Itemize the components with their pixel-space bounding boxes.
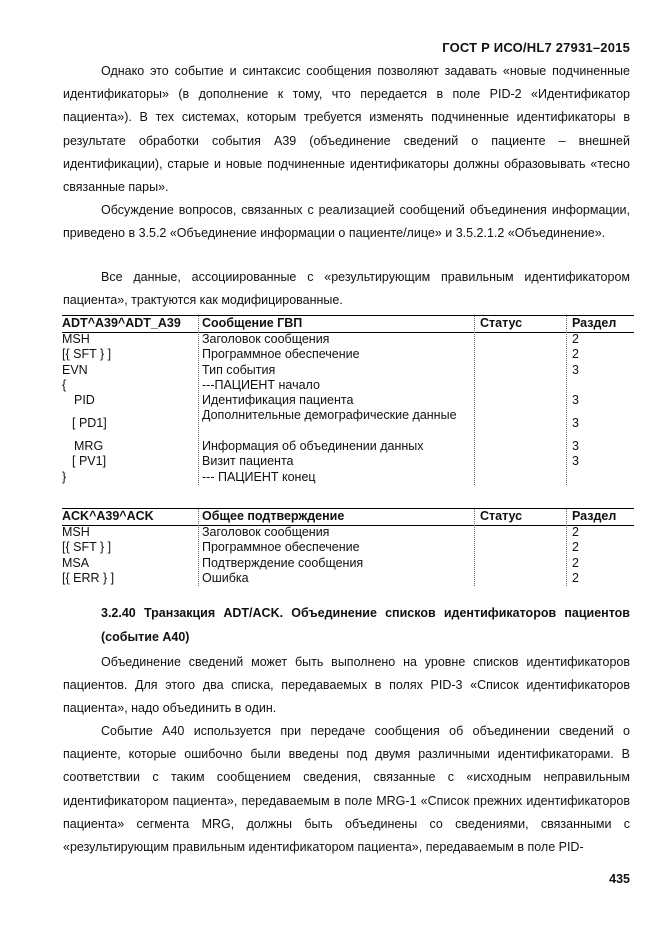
segment-code: [{ ERR } ] — [62, 570, 115, 585]
segment-code: [{ SFT } ] — [62, 347, 112, 362]
table-2-column-divider — [474, 509, 475, 586]
table-header-row — [62, 509, 634, 525]
table-row — [62, 393, 634, 408]
segment-description: Информация об объединении данных — [202, 439, 424, 454]
segment-code: MSH — [62, 332, 90, 346]
header-message-name: Сообщение ГВП — [202, 316, 303, 330]
paragraph-5-text: Событие A40 используется при передаче сообщения об объединении сведений о пациенте, которые ошибочно были введены под двумя различными идентификаторами. В соответствии с таким сообщением сведения, связанные с «исходным неправильным идентификатором пациента», передаваемым в поле MRG-1 «Список прежних идентификаторов пациента» сегмента MRG, должны быть объединены со сведениями, связанными с «результирующим правильным идентификатором пациента», передаваемым в поле PID- — [63, 724, 630, 855]
segment-code: } — [62, 469, 67, 484]
segment-code: { — [62, 377, 67, 392]
table-row — [62, 363, 634, 378]
table-2-header-rule — [62, 525, 634, 526]
header-message-name: Общее подтверждение — [202, 509, 345, 523]
header-status: Статус — [480, 316, 523, 330]
paragraph-4-text: Объединение сведений может быть выполнено на уровне списков идентификаторов пациентов. Для этого два списка, передаваемых в полях PID-3 «Список идентификаторов пациента», надо объединить в один. — [63, 655, 630, 716]
segment-section: 2 — [572, 540, 579, 555]
segment-code: PID — [74, 393, 95, 408]
table-1-header-rule — [62, 332, 634, 333]
segment-section: 2 — [572, 570, 579, 585]
header-status: Статус — [480, 509, 523, 523]
table-row — [62, 332, 634, 347]
segment-code: MSA — [62, 555, 90, 570]
table-row — [62, 540, 634, 555]
segment-table-ack-a39 — [62, 509, 634, 586]
table-row — [62, 470, 634, 485]
segment-code: [{ SFT } ] — [62, 540, 112, 555]
segment-description: Ошибка — [202, 570, 249, 585]
segment-section: 3 — [572, 439, 579, 454]
table-row — [62, 408, 634, 439]
table-row — [62, 454, 634, 469]
paragraph-2 — [63, 199, 630, 245]
header-message-structure: ACK^A39^ACK — [62, 509, 154, 523]
segment-description: Визит пациента — [202, 454, 294, 469]
table-1-column-divider — [198, 316, 199, 485]
paragraph-1 — [63, 60, 630, 199]
segment-code: MSH — [62, 525, 90, 539]
segment-description: Дополнительные демографические данные — [202, 408, 457, 423]
segment-code: EVN — [62, 362, 88, 377]
segment-description: Программное обеспечение — [202, 540, 360, 555]
segment-table-adt-a39 — [62, 316, 634, 485]
segment-description: ---ПАЦИЕНТ начало — [202, 377, 320, 392]
segment-description: Идентификация пациента — [202, 393, 354, 408]
segment-description: Подтверждение сообщения — [202, 555, 364, 570]
segment-description: Программное обеспечение — [202, 347, 360, 362]
paragraph-2-text: Обсуждение вопросов, связанных с реализацией сообщений объединения информации, приведено в 3.5.2 «Объединение информации о пациенте/лице» и 3.5.2.1.2 «Объединение». — [63, 203, 630, 241]
segment-section: 3 — [572, 362, 579, 377]
table-row — [62, 571, 634, 586]
table-1-column-divider — [474, 316, 475, 485]
paragraph-4 — [63, 651, 630, 721]
paragraph-3-text: Все данные, ассоциированные с «результирующим правильным идентификатором пациента», трактуются как модифицированные. — [63, 270, 630, 308]
header-section: Раздел — [572, 316, 617, 330]
segment-section: 2 — [572, 525, 579, 539]
paragraph-3 — [63, 266, 630, 312]
header-section: Раздел — [572, 509, 617, 523]
table-2-column-divider — [198, 509, 199, 586]
table-row — [62, 525, 634, 540]
segment-section: 3 — [572, 393, 579, 408]
segment-section: 3 — [572, 415, 579, 430]
document-code-header: ГОСТ Р ИСО/HL7 27931–2015 — [442, 40, 630, 55]
segment-description: --- ПАЦИЕНТ конец — [202, 469, 316, 484]
page-number: 435 — [609, 872, 630, 886]
table-row — [62, 439, 634, 454]
table-row — [62, 347, 634, 362]
segment-section: 3 — [572, 454, 579, 469]
table-1-column-divider — [566, 316, 567, 485]
section-heading-3-2-40: 3.2.40 Транзакция ADT/ACK. Объединение списков идентификаторов пациентов (событие A40) — [101, 606, 630, 644]
paragraph-5 — [63, 720, 630, 859]
segment-description: Заголовок сообщения — [202, 332, 330, 346]
segment-section: 2 — [572, 347, 579, 362]
segment-description: Заголовок сообщения — [202, 525, 330, 539]
paragraph-1-text: Однако это событие и синтаксис сообщения позволяют задавать «новые подчиненные идентификаторы» (в дополнение к тому, что передается в поле PID-2 «Идентификатор пациента»). В тех системах, которым требуется изменять подчиненные идентификаторы в результате обработки события A39 (объединение сведений о пациенте – внешней идентификации), старые и новые подчиненные идентификаторы должны образовывать «тесно связанные пары». — [63, 64, 630, 195]
table-row — [62, 556, 634, 571]
segment-code: [ PV1] — [72, 454, 107, 469]
table-row — [62, 378, 634, 393]
table-2-column-divider — [566, 509, 567, 586]
segment-description: Тип события — [202, 362, 276, 377]
segment-section: 2 — [572, 332, 579, 346]
table-header-row — [62, 316, 634, 332]
segment-code: [ PD1] — [72, 415, 107, 430]
segment-code: MRG — [74, 439, 104, 454]
header-message-structure: ADT^A39^ADT_A39 — [62, 316, 181, 330]
segment-section: 2 — [572, 555, 579, 570]
